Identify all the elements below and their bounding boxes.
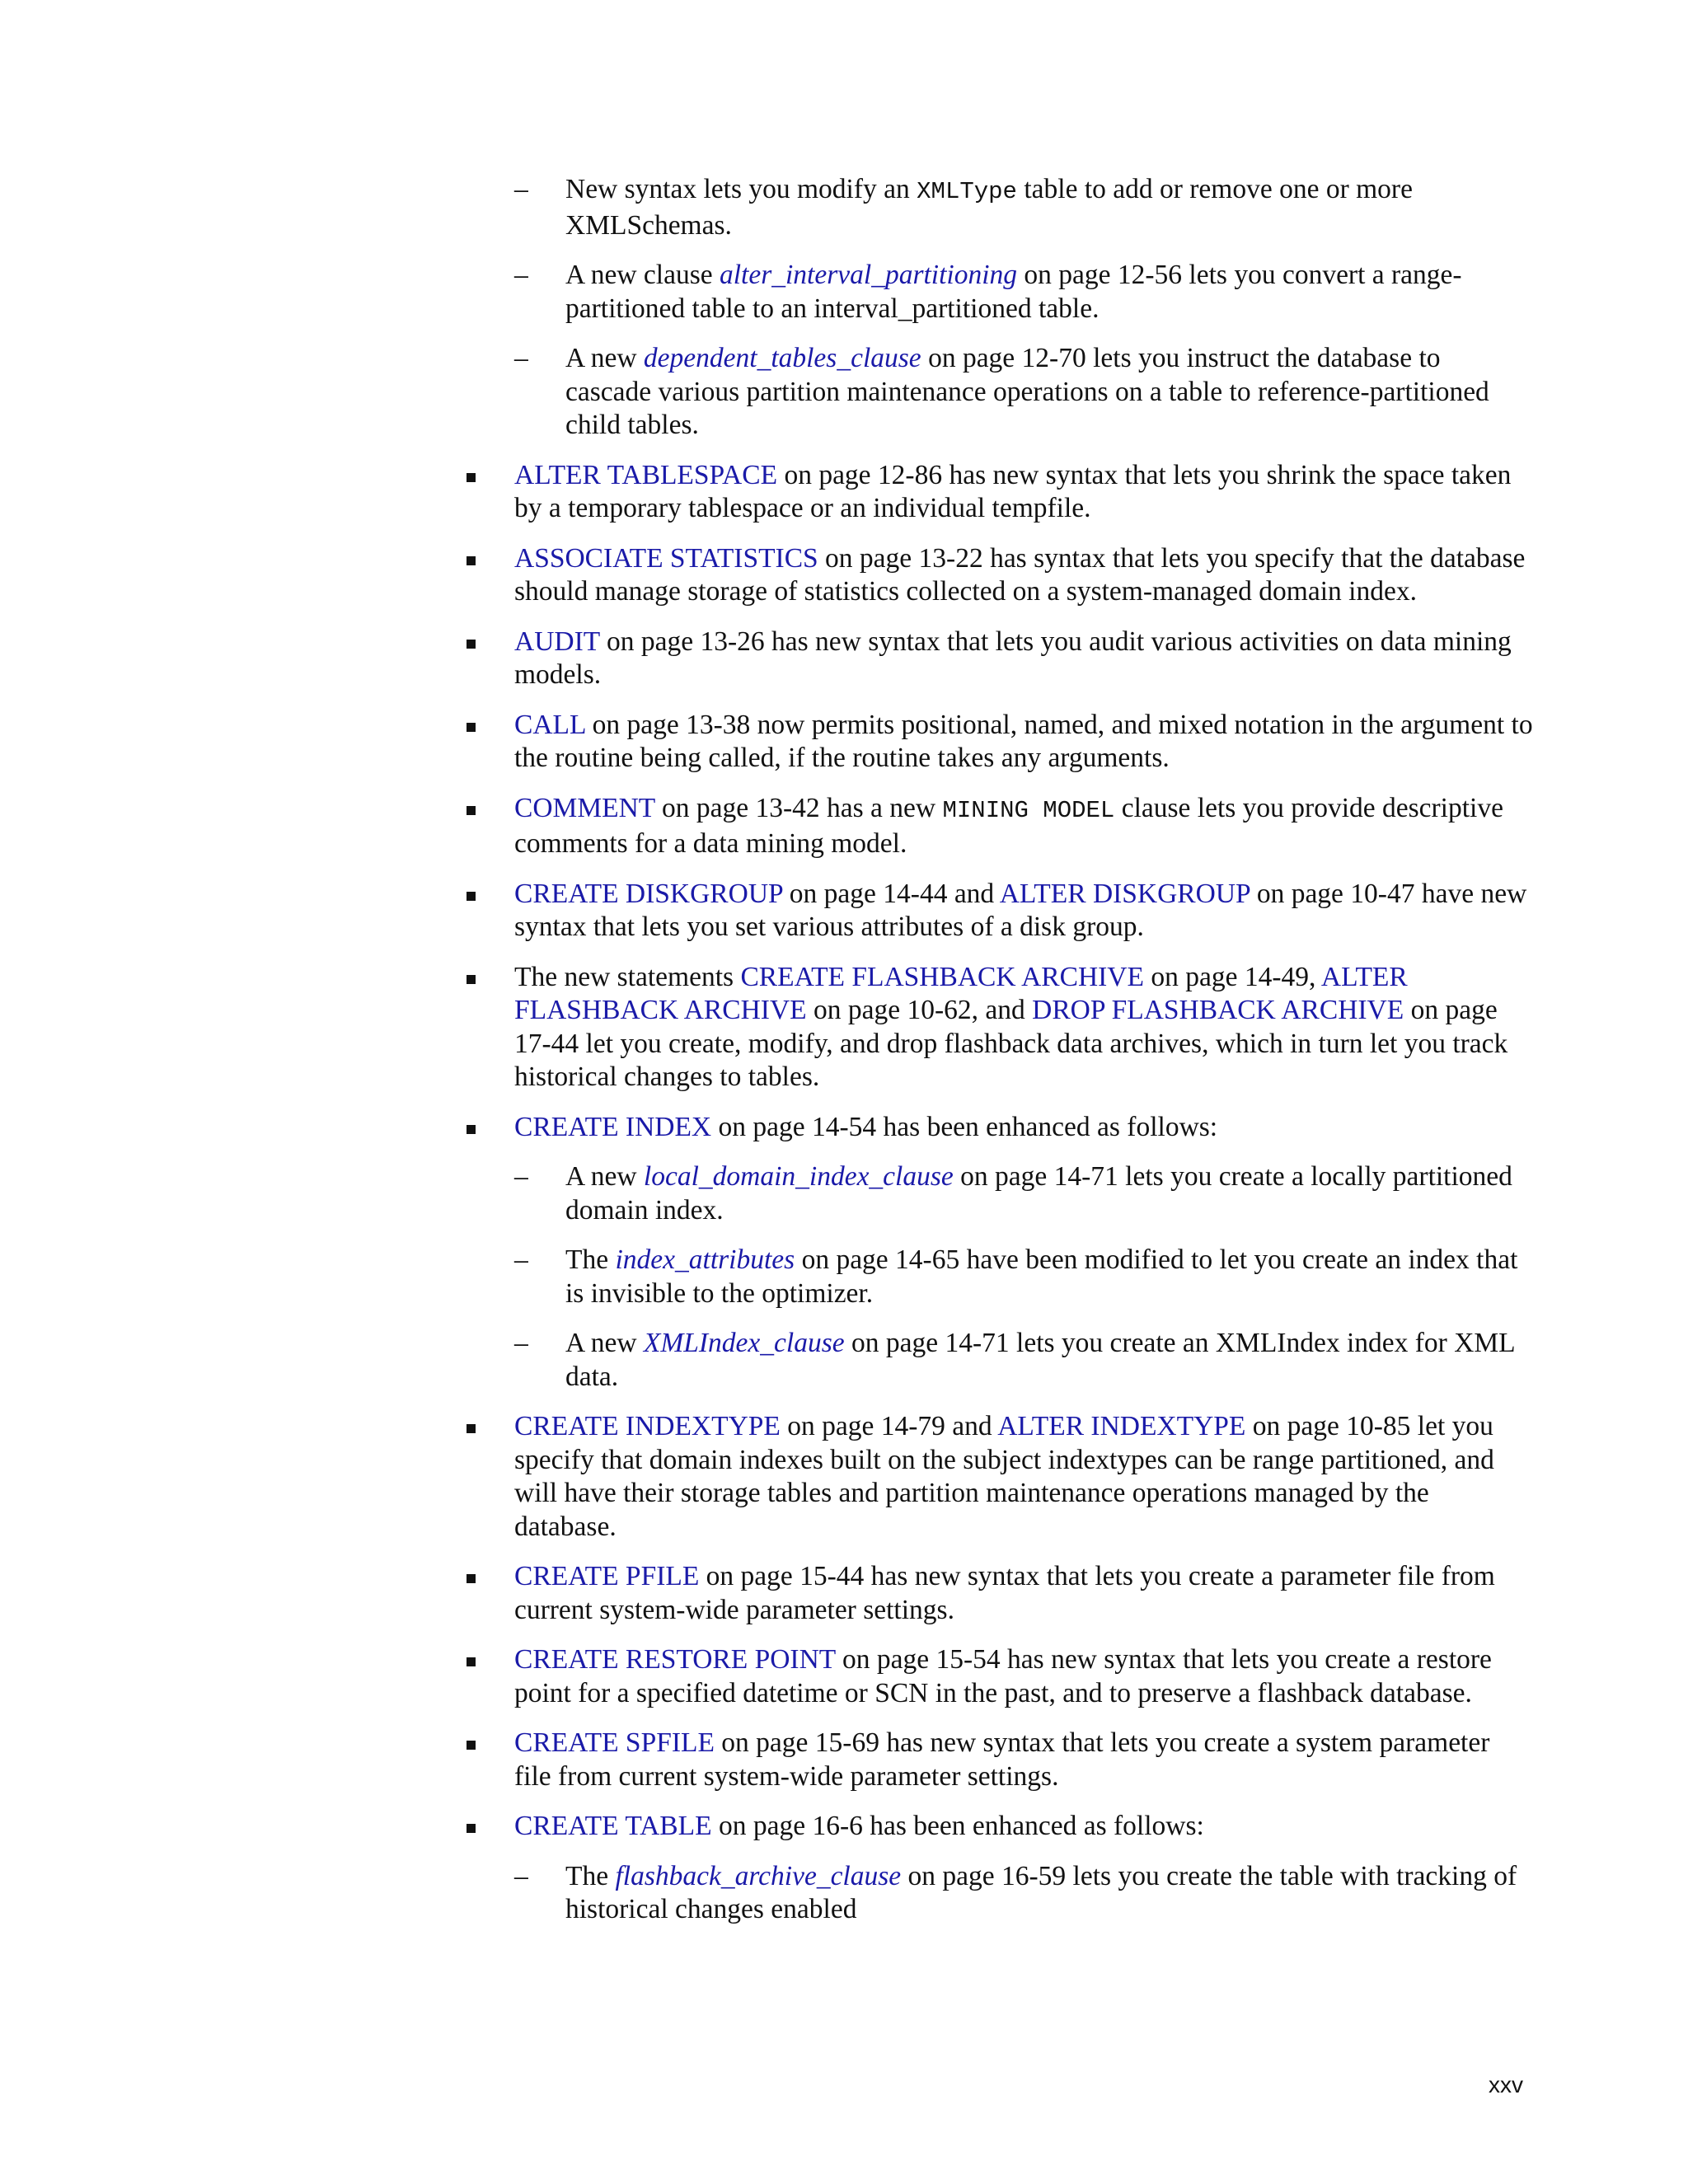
cross-reference-link[interactable]: CREATE TABLE <box>514 1811 712 1841</box>
text-run: on page 13-22 has syntax that lets you specify that the database should manage storage of statistics collected on a system-managed domain index. <box>514 542 1526 607</box>
item-text <box>514 1811 1204 1841</box>
text-run: on page 14-71 lets you create an XMLIndex index for XML data. <box>565 1328 1515 1392</box>
cross-reference-link[interactable]: CREATE INDEX <box>514 1111 712 1142</box>
cross-reference-link[interactable]: ALTER INDEXTYPE <box>997 1411 1246 1441</box>
dash-marker: – <box>514 174 528 204</box>
cross-reference-link[interactable]: CREATE INDEXTYPE <box>514 1411 781 1441</box>
cross-reference-link[interactable]: COMMENT <box>514 792 655 823</box>
text-run: A new <box>565 1161 644 1192</box>
square-bullet-icon <box>467 975 476 984</box>
text-run: New syntax lets you modify an <box>565 174 917 204</box>
item-text <box>514 1644 1492 1708</box>
item-text <box>565 343 1489 440</box>
cross-reference-link[interactable]: CREATE RESTORE POINT <box>514 1644 836 1675</box>
text-run: on page 15-54 has new syntax that lets you create a restore point for a specified datetime or SCN in the past, and to preserve a flashback database. <box>514 1644 1492 1708</box>
item-text <box>565 1861 1517 1925</box>
cross-reference-link[interactable]: XMLIndex_clause <box>643 1328 845 1358</box>
item-text <box>514 879 1526 943</box>
text-run: on page 14-49, <box>1143 961 1321 992</box>
item-text <box>514 962 1507 1093</box>
sub-item <box>462 259 1533 326</box>
bullet-item <box>462 709 1533 776</box>
text-run: on page 14-79 and <box>780 1411 998 1441</box>
item-text <box>514 1727 1489 1792</box>
text-run: on page 12-70 lets you instruct the database to cascade various partition maintenance operations on a table to reference-partitioned child tables. <box>565 343 1489 440</box>
item-text <box>514 1112 1217 1142</box>
bullet-item <box>462 626 1533 692</box>
text-run: on page 14-54 has been enhanced as follows: <box>711 1111 1218 1142</box>
square-bullet-icon <box>467 1657 476 1666</box>
dash-marker: – <box>514 1244 528 1275</box>
text-run: table to add or remove one or more XMLSchemas. <box>565 174 1413 241</box>
square-bullet-icon <box>467 892 476 901</box>
sub-item <box>462 1244 1533 1310</box>
square-bullet-icon <box>467 1741 476 1750</box>
item-text <box>565 1244 1517 1309</box>
square-bullet-icon <box>467 1125 476 1134</box>
item-text <box>514 460 1511 524</box>
item-text <box>514 626 1512 691</box>
text-run: clause lets you provide descriptive comments for a data mining model. <box>514 792 1503 859</box>
square-bullet-icon <box>467 1574 476 1583</box>
text-run: on page 10-62, and <box>806 995 1033 1025</box>
square-bullet-icon <box>467 640 476 649</box>
sub-item <box>462 1327 1533 1394</box>
dash-marker: – <box>514 1328 528 1358</box>
cross-reference-link[interactable]: alter_interval_partitioning <box>719 260 1018 290</box>
cross-reference-link[interactable]: ASSOCIATE STATISTICS <box>514 542 818 574</box>
cross-reference-link[interactable]: CREATE SPFILE <box>514 1727 715 1758</box>
text-run: on page 17-44 let you create, modify, and drop flashback data archives, which in turn let you track historical changes to tables. <box>514 995 1508 1092</box>
bullet-item <box>462 459 1533 526</box>
text-run: on page 12-86 has new syntax that lets you shrink the space taken by a temporary tablespace or an individual tempfile. <box>514 459 1512 523</box>
text-run: on page 15-69 has new syntax that lets you create a system parameter file from current system-wide parameter settings. <box>514 1727 1490 1792</box>
item-text <box>514 1411 1494 1542</box>
item-text <box>514 543 1525 607</box>
sub-item <box>462 173 1533 242</box>
item-text <box>514 1561 1495 1625</box>
bullet-item <box>462 792 1533 861</box>
text-run: on page 10-85 let you specify that domain indexes built on the subject indextypes can be range partitioned, and will have their storage tables and partition maintenance operations managed by the database. <box>514 1411 1494 1542</box>
square-bullet-icon <box>467 556 476 565</box>
sub-item <box>462 1160 1533 1227</box>
item-text <box>565 260 1462 324</box>
item-text <box>565 1328 1514 1392</box>
text-run: on page 15-44 has new syntax that lets you create a parameter file from current system-wide parameter settings. <box>514 1561 1495 1625</box>
text-run: The <box>565 1244 616 1275</box>
cross-reference-link[interactable]: CREATE PFILE <box>514 1561 700 1591</box>
text-run: on page 16-6 has been enhanced as follows: <box>711 1811 1204 1841</box>
text-run: A new clause <box>565 260 720 290</box>
text-run: on page 14-44 and <box>782 878 1000 909</box>
bullet-item <box>462 1111 1533 1145</box>
cross-reference-link[interactable]: CREATE DISKGROUP <box>514 878 783 909</box>
bullet-item <box>462 542 1533 609</box>
text-run: A new <box>565 1328 644 1358</box>
dash-marker: – <box>514 1860 528 1891</box>
bullet-item <box>462 1560 1533 1627</box>
bullet-item <box>462 1643 1533 1710</box>
text-run: on page 13-38 now permits positional, named, and mixed notation in the argument to the routine being called, if the routine takes any arguments. <box>514 709 1533 773</box>
bullet-item <box>462 961 1533 1094</box>
cross-reference-link[interactable]: ALTER DISKGROUP <box>999 878 1250 909</box>
code-term: MINING MODEL <box>942 796 1115 824</box>
cross-reference-link[interactable]: ALTER FLASHBACK ARCHIVE <box>514 961 1408 1025</box>
item-text <box>565 174 1413 241</box>
text-run: The <box>565 1860 616 1891</box>
content-list <box>462 173 1533 1943</box>
text-run: The new statements <box>514 961 741 992</box>
item-text <box>514 710 1533 774</box>
cross-reference-link[interactable]: index_attributes <box>615 1244 795 1275</box>
sub-item <box>462 342 1533 443</box>
text-run: on page 16-59 lets you create the table with tracking of historical changes enabled <box>565 1860 1517 1924</box>
cross-reference-link[interactable]: flashback_archive_clause <box>615 1860 902 1891</box>
text-run: on page 13-26 has new syntax that lets you audit various activities on data mining models. <box>514 626 1512 690</box>
text-run: on page 12-56 lets you convert a range-partitioned table to an interval_partitioned table. <box>565 260 1462 324</box>
square-bullet-icon <box>467 473 476 482</box>
dash-marker: – <box>514 1161 528 1192</box>
square-bullet-icon <box>467 1424 476 1433</box>
square-bullet-icon <box>467 723 476 732</box>
sub-item <box>462 1860 1533 1927</box>
square-bullet-icon <box>467 1824 476 1833</box>
cross-reference-link[interactable]: local_domain_index_clause <box>643 1161 954 1192</box>
bullet-item <box>462 1810 1533 1844</box>
item-text <box>514 793 1503 860</box>
cross-reference-link[interactable]: CREATE FLASHBACK ARCHIVE <box>740 961 1144 992</box>
text-run: on page 10-47 have new syntax that lets you set various attributes of a disk group. <box>514 878 1527 942</box>
item-text <box>565 1161 1512 1226</box>
page-number: xxv <box>1489 2072 1523 2097</box>
dash-marker: – <box>514 260 528 290</box>
text-run: A new <box>565 343 644 373</box>
text-run: on page 13-42 has a new <box>654 792 943 823</box>
bullet-item <box>462 1410 1533 1544</box>
text-run: on page 14-71 lets you create a locally partitioned domain index. <box>565 1161 1512 1226</box>
code-term: XMLType <box>917 178 1017 205</box>
cross-reference-link[interactable]: ALTER TABLESPACE <box>514 459 778 490</box>
cross-reference-link[interactable]: DROP FLASHBACK ARCHIVE <box>1032 995 1404 1025</box>
cross-reference-link[interactable]: CALL <box>514 709 586 740</box>
cross-reference-link[interactable]: dependent_tables_clause <box>643 343 921 373</box>
bullet-item <box>462 878 1533 944</box>
dash-marker: – <box>514 343 528 373</box>
square-bullet-icon <box>467 806 476 815</box>
text-run: on page 14-65 have been modified to let you create an index that is invisible to the optimizer. <box>565 1244 1518 1309</box>
cross-reference-link[interactable]: AUDIT <box>514 626 600 657</box>
bullet-item <box>462 1727 1533 1793</box>
